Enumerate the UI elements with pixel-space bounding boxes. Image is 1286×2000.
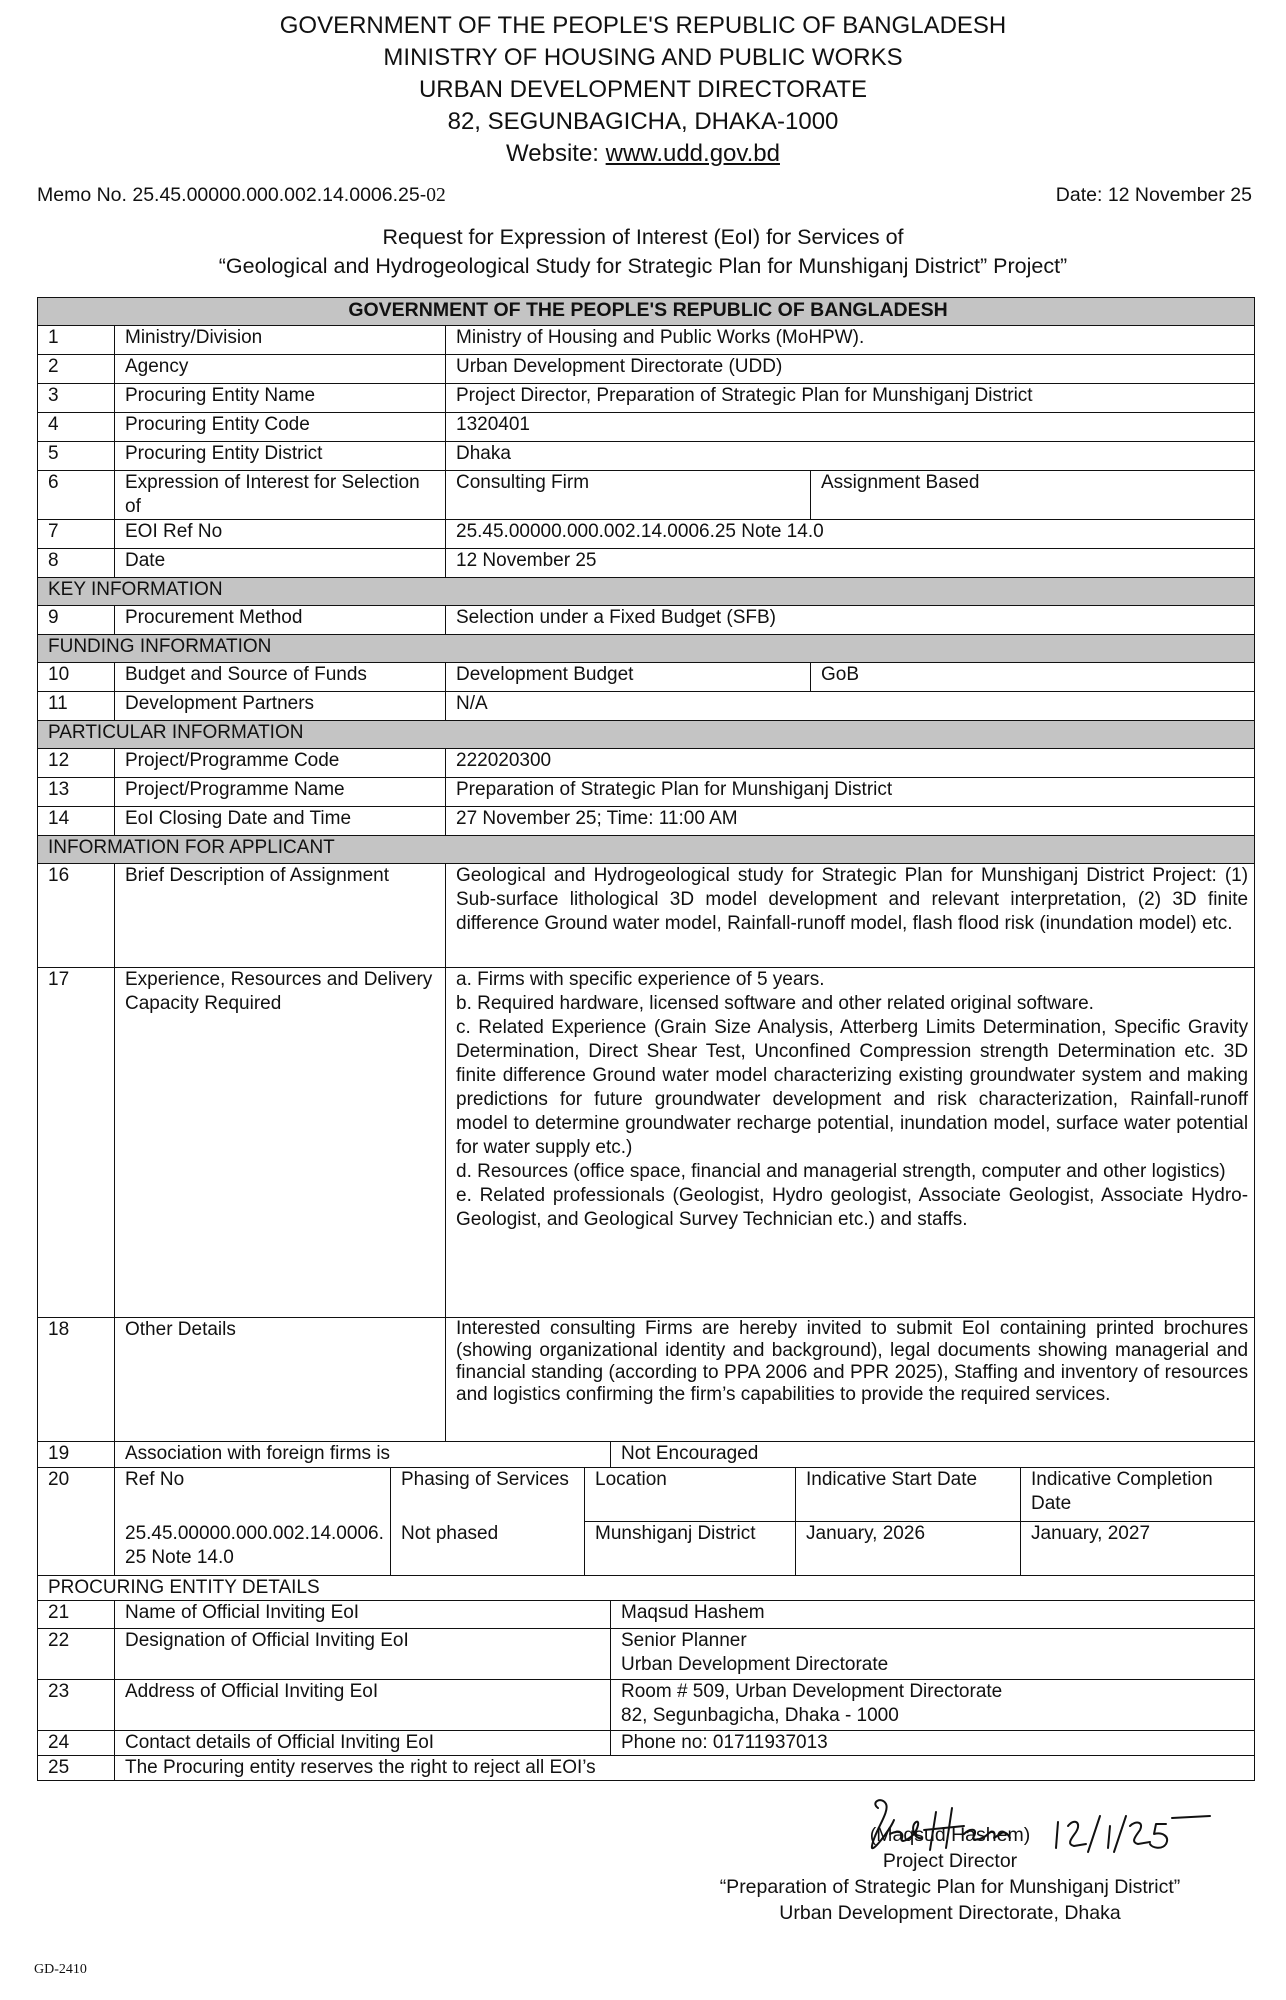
row-label: Project/Programme Name [115,778,446,807]
table-row [38,749,1255,778]
list-item: e. Related professionals (Geologist, Hydro geologist, Associate Geologist, Associate Hydro-Geologist, and Geological Survey Technician etc.) and staffs. [456,1185,1249,1230]
signatory-name: (Maqsud Hashem) [869,1824,1031,1846]
letterhead-address: 82, SEGUNBAGICHA, DHAKA-1000 [447,108,839,135]
row-number: 19 [38,1442,115,1468]
table-row [38,778,1255,807]
table-row [38,1601,1255,1629]
list-item: c. Related Experience (Grain Size Analysis, Atterberg Limits Determination, Specific Gravity Determination, Direct Shear Test, Unconfined Compression strength Determination etc. 3D finite difference Ground water model characterizing existing groundwater system and making predictions for future groundwater development and risk characterization, Rainfall-runoff model to determine groundwater recharge potential, inundation model, surface water potential for water supply etc.) [456,1017,1249,1158]
table-row [38,692,1255,721]
list-item: b. Required hardware, licensed software and other related original software. [456,993,1094,1014]
row-number: 24 [38,1731,115,1756]
memo-label: Memo No. 25.45.00000.000.002.14.0006.25- [37,184,427,206]
row-value: 27 November 25; Time: 11:00 AM [446,807,1255,836]
col-header-start-date: Indicative Start Date [796,1468,1021,1522]
row-value: Consulting Firm [446,471,811,520]
letterhead [0,10,1286,170]
row-value: 222020300 [446,749,1255,778]
table-row [38,807,1255,836]
row-number: 2 [38,355,115,384]
row-label: Brief Description of Assignment [115,864,446,968]
row-value: Phone no: 01711937013 [611,1731,1255,1756]
section-label-row [38,1576,1255,1601]
row-value: 1320401 [446,413,1255,442]
row-number: 9 [38,606,115,635]
row-value: N/A [446,692,1255,721]
row-value: Development Budget [446,663,811,692]
table-row [38,471,1255,520]
table-row [38,355,1255,384]
row-value: Not Encouraged [611,1442,1255,1468]
footer-code: GD-2410 [34,1962,87,1977]
table-row [38,384,1255,413]
title-line-2: “Geological and Hydrogeological Study for Strategic Plan for Munshiganj District” Project” [218,254,1068,278]
table-row [38,1731,1255,1756]
row-number: 3 [38,384,115,413]
table-row [38,549,1255,578]
row-label: EoI Closing Date and Time [115,807,446,836]
address-line-1: Room # 509, Urban Development Directorate [621,1681,1003,1702]
row-value [611,1680,1255,1731]
row-value: The Procuring entity reserves the right to reject all EOI’s [115,1756,1255,1781]
document-title [0,223,1286,281]
row-label: EOI Ref No [115,520,446,549]
cell-location: Munshiganj District [585,1522,796,1576]
section-bar-row [38,578,1255,606]
row-label: Expression of Interest for Selection of [115,471,446,520]
section-funding-information: FUNDING INFORMATION [38,635,1255,663]
col-header-phasing: Phasing of Services [391,1468,585,1522]
table-heading: GOVERNMENT OF THE PEOPLE'S REPUBLIC OF BANGLADESH [38,298,1255,326]
row-number: 10 [38,663,115,692]
row-number: 7 [38,520,115,549]
designation-org: Urban Development Directorate [621,1654,889,1675]
row-label: Other Details [115,1318,446,1442]
table-row [38,864,1255,968]
table-row [38,1756,1255,1781]
list-item: a. Firms with specific experience of 5 years. [456,969,825,990]
table-row [38,520,1255,549]
row-number: 23 [38,1680,115,1731]
row-label: Association with foreign firms is [115,1442,611,1468]
row-number: 17 [38,968,115,1318]
row-label: Experience, Resources and Delivery Capacity Required [115,968,446,1318]
row-value: Urban Development Directorate (UDD) [446,355,1255,384]
row-label: Procurement Method [115,606,446,635]
row-label: Name of Official Inviting EoI [115,1601,611,1629]
row-number: 1 [38,326,115,355]
col-header-ref-no: Ref No [115,1468,391,1522]
letterhead-directorate: URBAN DEVELOPMENT DIRECTORATE [418,76,868,103]
row-label: Project/Programme Code [115,749,446,778]
col-header-completion-date: Indicative Completion Date [1021,1468,1255,1522]
row-label: Procuring Entity Code [115,413,446,442]
row-label: Date [115,549,446,578]
row-label: Procuring Entity District [115,442,446,471]
row-value-secondary: GoB [811,663,1255,692]
row-number: 11 [38,692,115,721]
designation-title: Senior Planner [621,1630,747,1651]
row-number: 12 [38,749,115,778]
row-label: Contact details of Official Inviting EoI [115,1731,611,1756]
table-row [38,1522,1255,1576]
section-particular-information: PARTICULAR INFORMATION [38,721,1255,749]
row-label: Designation of Official Inviting EoI [115,1629,611,1680]
cell-ref-no: 25.45.00000.000.002.14.0006.25 Note 14.0 [115,1522,391,1576]
signatory-project: “Preparation of Strategic Plan for Munshiganj District” [719,1876,1181,1898]
row-value: Project Director, Preparation of Strategic Plan for Munshiganj District [446,384,1255,413]
row-value: Preparation of Strategic Plan for Munshiganj District [446,778,1255,807]
row-value [611,1629,1255,1680]
eoi-table [37,297,1255,1781]
cell-start-date: January, 2026 [796,1522,1021,1576]
experience-list [446,968,1255,1318]
row-value: 12 November 25 [446,549,1255,578]
row-value-secondary: Assignment Based [811,471,1255,520]
table-row [38,1442,1255,1468]
table-row [38,606,1255,635]
row-number: 20 [38,1468,115,1576]
row-label: Procuring Entity Name [115,384,446,413]
row-number: 8 [38,549,115,578]
table-row [38,1318,1255,1442]
table-row [38,663,1255,692]
row-number: 4 [38,413,115,442]
signatory-org: Urban Development Directorate, Dhaka [779,1902,1121,1924]
memo-suffix: 02 [426,185,446,206]
row-number: 6 [38,471,115,520]
row-number: 25 [38,1756,115,1781]
col-header-location: Location [585,1468,796,1522]
title-line-1: Request for Expression of Interest (EoI) for Services of [382,225,904,249]
section-bar-row [38,836,1255,864]
section-bar-row [38,635,1255,663]
row-number: 16 [38,864,115,968]
row-label: Budget and Source of Funds [115,663,446,692]
signature-block [680,1822,1220,1926]
row-number: 5 [38,442,115,471]
table-heading-row [38,298,1255,326]
row-label: Agency [115,355,446,384]
website-label: Website: [506,140,606,167]
row-number: 22 [38,1629,115,1680]
row-number: 13 [38,778,115,807]
row-label: Address of Official Inviting EoI [115,1680,611,1731]
row-number: 18 [38,1318,115,1442]
memo-date: Date: 12 November 25 [1055,184,1252,206]
table-row [38,1468,1255,1522]
table-row [38,968,1255,1318]
website-link[interactable]: www.udd.gov.bd [605,140,780,167]
section-key-information: KEY INFORMATION [38,578,1255,606]
table-row [38,1680,1255,1731]
table-row [38,442,1255,471]
table-row [38,413,1255,442]
row-value: Selection under a Fixed Budget (SFB) [446,606,1255,635]
row-value: 25.45.00000.000.002.14.0006.25 Note 14.0 [446,520,1255,549]
row-value: Ministry of Housing and Public Works (MoHPW). [446,326,1255,355]
row-value: Maqsud Hashem [611,1601,1255,1629]
address-line-2: 82, Segunbagicha, Dhaka - 1000 [621,1705,899,1726]
section-procuring-entity-details: PROCURING ENTITY DETAILS [38,1576,1255,1601]
row-value: Interested consulting Firms are hereby invited to submit EoI containing printed brochures (showing organizational identity and background), legal documents showing managerial and financial standing (according to PPA 2006 and PPR 2025), Staffing and inventory of resources and logistics confirming the firm’s capabilities to provide the required services. [446,1318,1255,1442]
row-number: 21 [38,1601,115,1629]
table-row [38,326,1255,355]
letterhead-website [0,138,1286,170]
list-item: d. Resources (office space, financial and managerial strength, computer and other logistics) [456,1161,1226,1182]
letterhead-government: GOVERNMENT OF THE PEOPLE'S REPUBLIC OF BANGLADESH [279,12,1007,39]
cell-phasing: Not phased [391,1522,585,1576]
row-number: 14 [38,807,115,836]
row-value: Geological and Hydrogeological study for Strategic Plan for Munshiganj District Project: (1) Sub-surface lithological 3D model development and relevant interpretation, (2) 3D finite difference Ground water model, Rainfall-runoff model, flash flood risk (inundation model) etc. [446,864,1255,968]
memo-number [37,184,446,207]
signatory-title: Project Director [882,1850,1018,1872]
table-row [38,1629,1255,1680]
section-bar-row [38,721,1255,749]
cell-completion-date: January, 2027 [1021,1522,1255,1576]
row-value: Dhaka [446,442,1255,471]
section-information-for-applicant: INFORMATION FOR APPLICANT [38,836,1255,864]
letterhead-ministry: MINISTRY OF HOUSING AND PUBLIC WORKS [383,44,903,71]
row-label: Development Partners [115,692,446,721]
row-label: Ministry/Division [115,326,446,355]
